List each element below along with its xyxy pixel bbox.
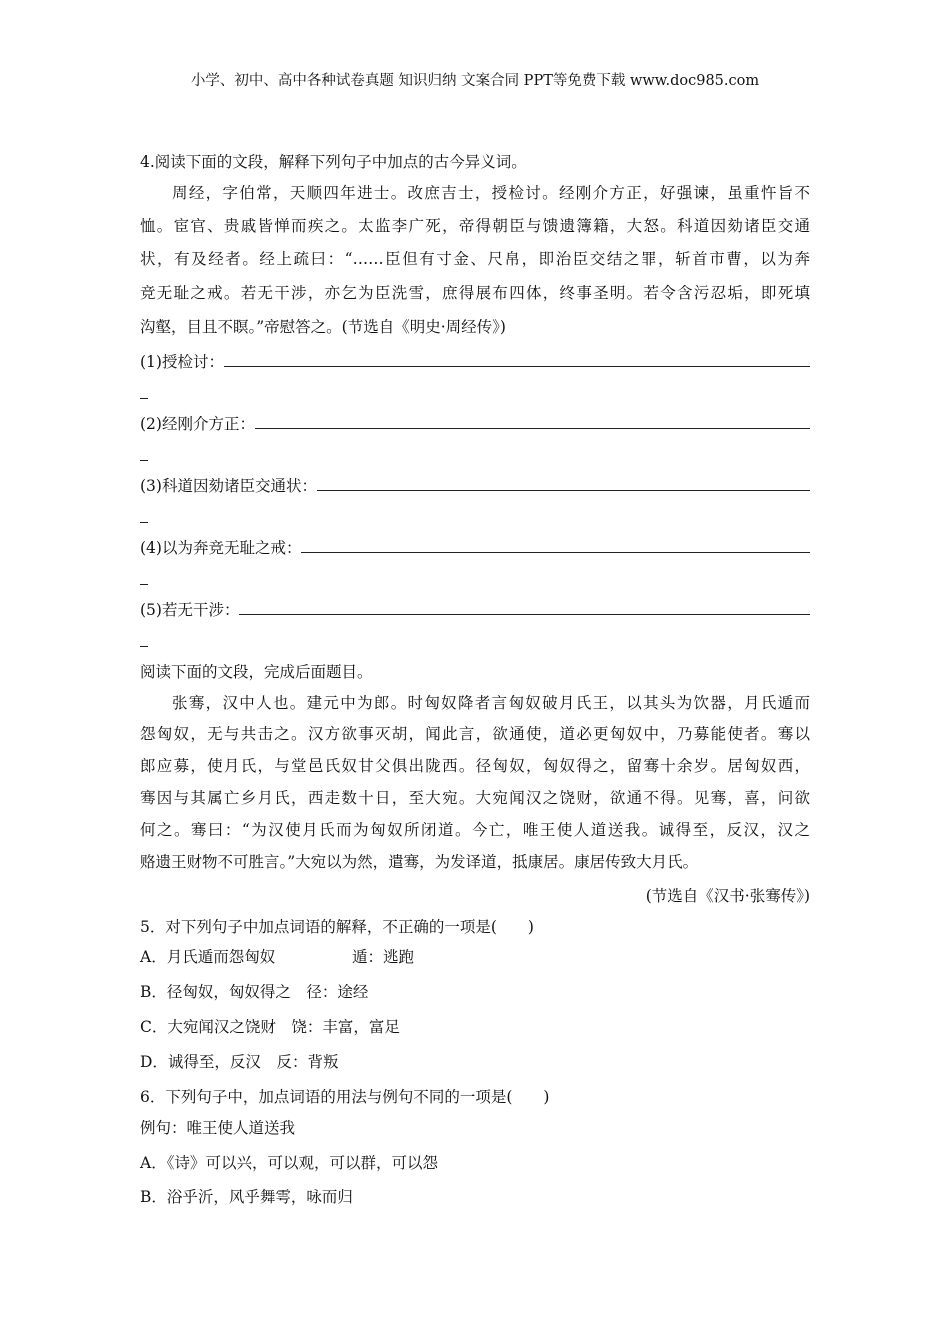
q5-prompt: 5．对下列句子中加点词语的解释，不正确的一项是( ) (140, 918, 534, 936)
option-text: B．径匈奴，匈奴得之 (140, 983, 291, 1001)
blank-tail (140, 522, 148, 523)
q4-item-4 (140, 538, 810, 558)
blank-tail (140, 460, 148, 461)
q6-option-a[interactable]: A．《诗》可以兴，可以观，可以群，可以怨 (140, 1154, 438, 1172)
answer-blank[interactable] (301, 538, 810, 553)
q4-item-3 (140, 476, 810, 496)
q4-item-2 (140, 414, 810, 434)
q4-passage-line: 周经，字伯常，天顺四年进士。改庶吉士，授检讨。经刚介方正，好强谏，虽重忤旨不 (172, 184, 810, 202)
option-gloss: 饶：丰富，富足 (291, 1018, 400, 1036)
answer-blank[interactable] (255, 414, 810, 429)
option-text: D．诚得至，反汉 (140, 1053, 261, 1071)
item-label: (2)经刚介方正： (140, 415, 255, 433)
reading-passage-line: 怨匈奴，无与共击之。汉方欲事灭胡，闻此言，欲通使，道必更匈奴中，乃募能使者。骞以 (140, 725, 810, 743)
page-header: 小学、初中、高中各种试卷真题 知识归纳 文案合同 PPT等免费下载 www.doc985.com (190, 73, 760, 89)
item-label: (3)科道因劾诸臣交通状： (140, 477, 317, 495)
blank-tail (140, 398, 148, 399)
q4-item-1 (140, 352, 810, 372)
q6-option-b[interactable]: B．浴乎沂，风乎舞雩，咏而归 (140, 1188, 353, 1206)
answer-blank[interactable] (317, 476, 810, 491)
reading-passage-line: 何之。骞曰：“为汉使月氏而为匈奴所闭道。今亡，唯王使人道送我。诚得至，反汉，汉之 (140, 821, 810, 839)
answer-blank[interactable] (224, 352, 810, 367)
q4-passage-line: 沟壑，目且不瞑。”帝慰答之。(节选自《明史·周经传》) (140, 318, 506, 336)
q5-option-c[interactable] (140, 1017, 400, 1037)
q5-option-b[interactable] (140, 982, 368, 1002)
option-text: C．大宛闻汉之饶财 (140, 1018, 276, 1036)
option-text: A．月氏遁而怨匈奴 (140, 948, 276, 966)
blank-tail (140, 584, 148, 585)
reading-passage-line: 骞因与其属亡乡月氏，西走数十日，至大宛。大宛闻汉之饶财，欲通不得。见骞，喜，问欲 (140, 789, 810, 807)
reading-passage-line: 赂遗王财物不可胜言。”大宛以为然，遣骞，为发译道，抵康居。康居传致大月氏。 (140, 853, 699, 871)
option-gloss: 遁：逃跑 (352, 948, 415, 966)
item-label: (4)以为奔竞无耻之戒： (140, 539, 302, 557)
q4-prompt: 4.阅读下面的文段，解释下列句子中加点的古今异义词。 (140, 153, 527, 171)
item-label: (5)若无干涉： (140, 601, 240, 619)
option-gloss: 径：途经 (306, 983, 369, 1001)
reading-passage-line: 张骞，汉中人也。建元中为郎。时匈奴降者言匈奴破月氏王，以其头为饮器，月氏遁而 (172, 694, 810, 712)
q4-item-5 (140, 600, 810, 620)
option-gloss: 反：背叛 (276, 1053, 339, 1071)
answer-blank[interactable] (239, 600, 810, 615)
q4-passage-line: 状，有及经者。经上疏曰：“……臣但有寸金、尺帛，即治臣交结之罪，斩首市曹，以为奔 (140, 250, 810, 268)
reading-passage-line: 郎应募，使月氏，与堂邑氏奴甘父俱出陇西。径匈奴，匈奴得之，留骞十余岁。居匈奴西， (140, 757, 810, 775)
q6-example: 例句：唯王使人道送我 (140, 1119, 296, 1137)
reading-source: (节选自《汉书·张骞传》) (645, 887, 810, 905)
q5-option-a[interactable] (140, 947, 415, 967)
q4-passage-line: 恤。宦官、贵戚皆惮而疾之。太监李广死，帝得朝臣与馈遗簿籍，大怒。科道因劾诸臣交通 (140, 217, 810, 235)
q5-option-d[interactable] (140, 1052, 338, 1072)
blank-tail (140, 646, 148, 647)
q4-passage-line: 竞无耻之戒。若无干涉，亦乞为臣洗雪，庶得展布四体，终事圣明。若令含污忍垢，即死填 (140, 284, 810, 302)
reading-prompt: 阅读下面的文段，完成后面题目。 (140, 663, 373, 681)
item-label: (1)授检讨： (140, 353, 224, 371)
q6-prompt: 6．下列句子中，加点词语的用法与例句不同的一项是( ) (140, 1088, 550, 1106)
